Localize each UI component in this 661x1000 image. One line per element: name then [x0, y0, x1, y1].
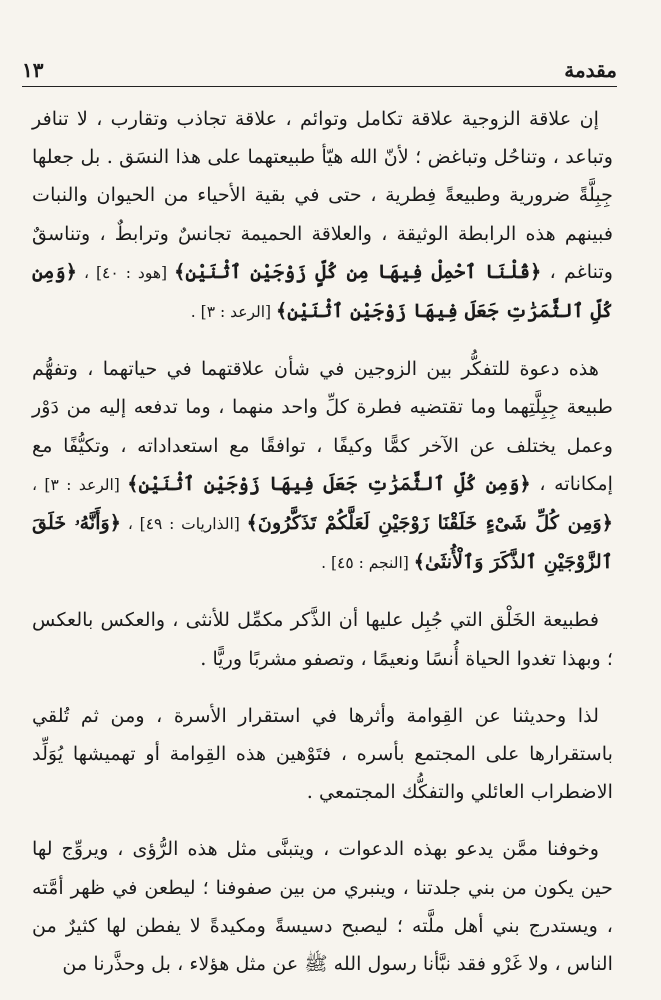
quran-verse: ﴿وَأَنَّهُۥ خَلَقَ ٱلزَّوْجَيْنِ ٱلذَّكَرَ وَٱلْأُنثَىٰ﴾: [32, 511, 613, 574]
verse-reference: [الرعد : ٣] ،: [32, 475, 128, 494]
paragraph-text: هذه دعوة للتفكُّر بين الزوجين في شأن علاقتهما في حياتهما ، وتفهُّم طبيعة جِبِلَّتِهما وما تقتضيه فطرة كلِّ واحد منهما ، وما تدفعه إليه من دَوْر وعمل يختلف عن الآخر كمًّا وكيفًا ، توافقًا مع استعداداته ، وتكيُّفًا مع إمكاناته ،: [32, 357, 613, 495]
page-number: ١٣: [22, 58, 44, 82]
body-text: [32, 100, 613, 983]
paragraph: [32, 697, 613, 812]
verse-reference: [النجم : ٤٥] .: [321, 554, 414, 573]
verse-reference: [هود : ٤٠] ،: [76, 263, 175, 282]
chapter-title: مقدمة: [564, 58, 617, 82]
quran-verse: ﴿وَمِن كُلِّ شَىْءٍ خَلَقْنَا زَوْجَيْنِ لَعَلَّكُمْ تَذَكَّرُونَ﴾: [246, 511, 613, 535]
paragraph: [32, 601, 613, 677]
paragraph-text: فطبيعة الخَلْق التي جُبِل عليها أن الذَّكر مكمِّل للأنثى ، والعكس بالعكس ؛ وبهذا تغدوا الحياة أُنسًا ونعيمًا ، وتصفو مشربًا وريًّا .: [32, 608, 613, 670]
paragraph-text: لذا وحديثنا عن القِوامة وأثرها في استقرار الأسرة ، ومن ثم تُلقي باستقرارها على المجتمع بأسره ، فتَوْهين هذه القِوامة أو تهميشها يُوَلِّد الاضطراب العائلي والتفكُّك المجتمعي .: [32, 703, 613, 804]
quran-verse: ﴿وَمِن كُلِّ ٱلثَّمَرَٰتِ جَعَلَ فِيهَا زَوْجَيْنِ ٱثْنَيْنِ﴾: [32, 259, 613, 323]
paragraph: [32, 830, 613, 983]
running-head: [22, 52, 617, 82]
paragraph: [32, 350, 613, 582]
header-rule: [22, 86, 617, 87]
verse-reference: [الرعد : ٣] .: [190, 303, 277, 322]
quran-verse: ﴿وَمِن كُلِّ ٱلثَّمَرَٰتِ جَعَلَ فِيهَا زَوْجَيْنِ ٱثْنَيْنِ﴾: [127, 471, 531, 495]
quran-verse: ﴿قُلْنَا ٱحْمِلْ فِيهَا مِن كُلٍّ زَوْجَيْنِ ٱثْنَيْنِ﴾: [174, 259, 542, 283]
paragraph: [32, 100, 613, 331]
paragraph-text: إن علاقة الزوجية علاقة تكامل وتوائم ، علاقة تجاذب وتقارب ، لا تنافر وتباعد ، وتناحُل وتباغض ؛ لأنّ الله هيّأ طبيعتهما على هذا النسَق . بل جعلها جِبِلَّةً ضرورية وطبيعةً فِطرية ، حتى في بقية الأحياء من الحيوان والنبات فبينهم هذه الرابطة الوثيقة ، والعلاقة الحميمة تجانسٌ وترابطٌ ، وتناسقٌ وتناغم ،: [32, 107, 614, 283]
paragraph-text: وخوفنا ممَّن يدعو بهذه الدعوات ، ويتبنَّى مثل هذه الرُّؤى ، ويروِّج لها حين يكون من بني جلدتنا ، وينبري من بين صفوفنا ؛ ليطعن في ظهر أمَّته ، ويستدرج بني أهل ملَّته ؛ ليصبح دسيسةً ومكيدةً لا يفطن لها كثيرٌ من الناس ، ولا غَرْو فقد نبَّأنا رسول الله ﷺ عن مثل هؤلاء ، بل وحذَّرنا من: [32, 837, 613, 976]
verse-reference: [الذاريات : ٤٩] ،: [121, 515, 247, 534]
